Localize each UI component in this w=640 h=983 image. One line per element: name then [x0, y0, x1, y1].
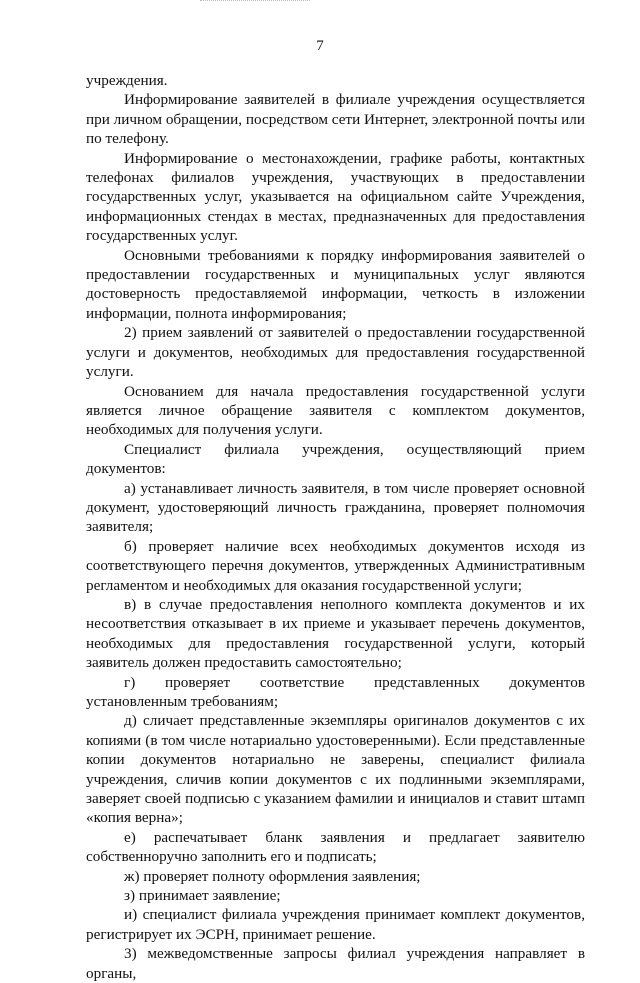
paragraph: Информирование заявителей в филиале учреждения осуществляется при личном обращении, посредством сети Интернет, электронной почты или по телефону.	[86, 91, 585, 148]
paragraph: б) проверяет наличие всех необходимых документов исходя из соответствующего перечня документов, утвержденных Административным регламентом и необходимых для оказания государственной услуги;	[86, 537, 585, 594]
paragraph: ж) проверяет полноту оформления заявления;	[124, 867, 421, 885]
paragraph: е) распечатывает бланк заявления и предлагает заявителю собственноручно заполнить его и подписать;	[86, 828, 585, 866]
paragraph: учреждения.	[86, 72, 168, 89]
paragraph: г) проверяет соответствие представленных документов установленным требованиям;	[86, 673, 585, 710]
paragraph: 3) межведомственные запросы филиал учреждения направляет в органы,	[86, 945, 585, 982]
page-number: 7	[316, 38, 324, 54]
paragraph: д) сличает представленные экземпляры оригиналов документов с их копиями (в том числе нотариально удостоверенными). Если представленные копии документов нотариально не заверены, специалист филиала учреждения, сличив копии документов с их подлинными экземплярами, заверяет своей подписью с указанием фамилии и инициалов и ставит штамп «копия верна»;	[86, 712, 585, 827]
paragraph: Основанием для начала предоставления государственной услуги является личное обращение заявителя с комплектом документов, необходимых для получения услуги.	[86, 382, 585, 439]
paragraph: в) в случае предоставления неполного комплекта документов и их несоответствия отказывает в их приеме и указывает перечень документов, необходимых для предоставления государственной услуги, который заявитель должен предоставить самостоятельно;	[86, 595, 585, 672]
paragraph: а) устанавливает личность заявителя, в том числе проверяет основной документ, удостоверяющий личность гражданина, проверяет полномочия заявителя;	[86, 479, 585, 536]
paragraph: Информирование о местонахождении, графике работы, контактных телефонах филиалов учреждения, участвующих в предоставлении государственных услуг, указывается на официальном сайте Учреждения, информационных стендах в местах, предназначенных для предоставления государственных услуг.	[86, 149, 585, 245]
paragraph: и) специалист филиала учреждения принимает комплект документов, регистрирует их ЭСРН, принимает решение.	[86, 906, 585, 943]
paragraph: Основными требованиями к порядку информирования заявителей о предоставлении государственных и муниципальных услуг являются достоверность предоставляемой информации, четкость в изложении информации, полнота информирования;	[86, 246, 585, 322]
paragraph: Специалист филиала учреждения, осуществляющий прием документов:	[86, 440, 585, 478]
scan-artifact	[200, 0, 310, 2]
paragraph: з) принимает заявление;	[124, 887, 281, 905]
paragraph: 2) прием заявлений от заявителей о предоставлении государственной услуги и документов, необходимых для предоставления государственной услуги.	[86, 324, 585, 381]
document-body	[86, 71, 585, 983]
